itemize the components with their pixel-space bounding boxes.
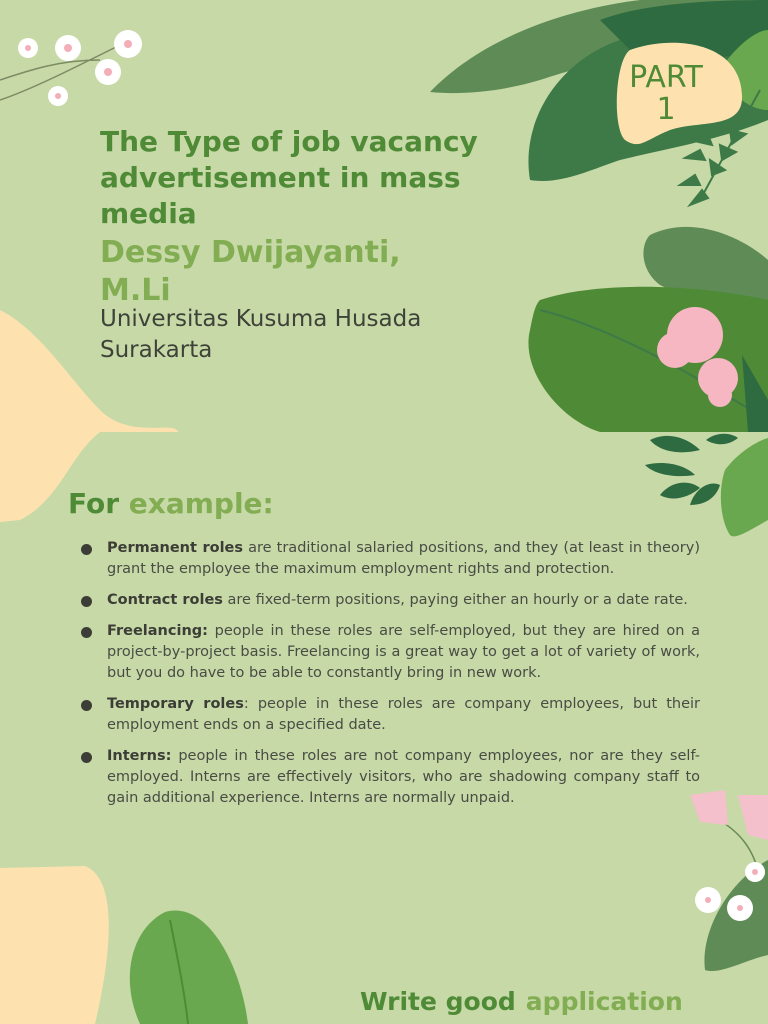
list-item-term: Temporary roles — [107, 696, 244, 712]
cream-blob-bottom-left — [0, 866, 109, 1024]
author-affiliation: Universitas Kusuma Husada Surakarta — [100, 306, 422, 363]
bottom-heading — [360, 984, 683, 1020]
list-item — [80, 694, 700, 736]
part-badge — [618, 62, 714, 126]
list-item-text: : people in these roles are company employees, but their employment ends on a specified date. — [107, 696, 700, 733]
bullet-icon — [81, 752, 92, 763]
list-item — [80, 621, 700, 684]
bullet-icon — [81, 596, 92, 607]
part-badge-line1: PART — [629, 60, 703, 95]
list-item-text: are fixed-term positions, paying either an hourly or a date rate. — [222, 592, 688, 608]
bullet-icon — [81, 627, 92, 638]
list-item-text: people in these roles are self-employed, but they are hired on a project-by-project basis. Freelancing is a great way to get a lot of variety of work, but you do have to be able to constantly bring in new work. — [107, 623, 700, 681]
list-item-term: Interns: — [107, 748, 172, 764]
bullet-icon — [81, 544, 92, 555]
author-name: Dessy Dwijayanti, M.Li — [100, 235, 401, 308]
leaf-mid-big — [528, 287, 768, 432]
role-types-list — [80, 538, 700, 819]
list-item — [80, 590, 700, 611]
bottom-heading-word2: application — [525, 987, 683, 1016]
bottom-heading-word1: Write good — [360, 987, 516, 1016]
part-badge-line2: 1 — [656, 92, 676, 127]
section-heading — [68, 484, 274, 524]
bullet-icon — [81, 700, 92, 711]
leaf-mid-right-light — [721, 438, 768, 536]
list-item-term: Freelancing: — [107, 623, 208, 639]
list-item — [80, 746, 700, 809]
list-item-text: are traditional salaried positions, and they (at least in theory) grant the employee the maximum employment rights and protection. — [107, 540, 701, 577]
leaf-bottom-left — [130, 910, 248, 1024]
list-item-text: people in these roles are not company employees, nor are they self-employed. Interns are effectively visitors, who are shadowing company staff to gain additional experience. Interns are normally unpaid. — [107, 748, 700, 806]
section-heading-word1: For — [68, 487, 120, 520]
white-flowers-top-left — [0, 30, 142, 106]
list-item-term: Contract roles — [107, 592, 223, 608]
page-title: The Type of job vacancy advertisement in mass media — [100, 125, 478, 230]
list-item — [80, 538, 700, 580]
section-heading-word2: example: — [128, 487, 274, 520]
list-item-term: Permanent roles — [107, 540, 244, 556]
